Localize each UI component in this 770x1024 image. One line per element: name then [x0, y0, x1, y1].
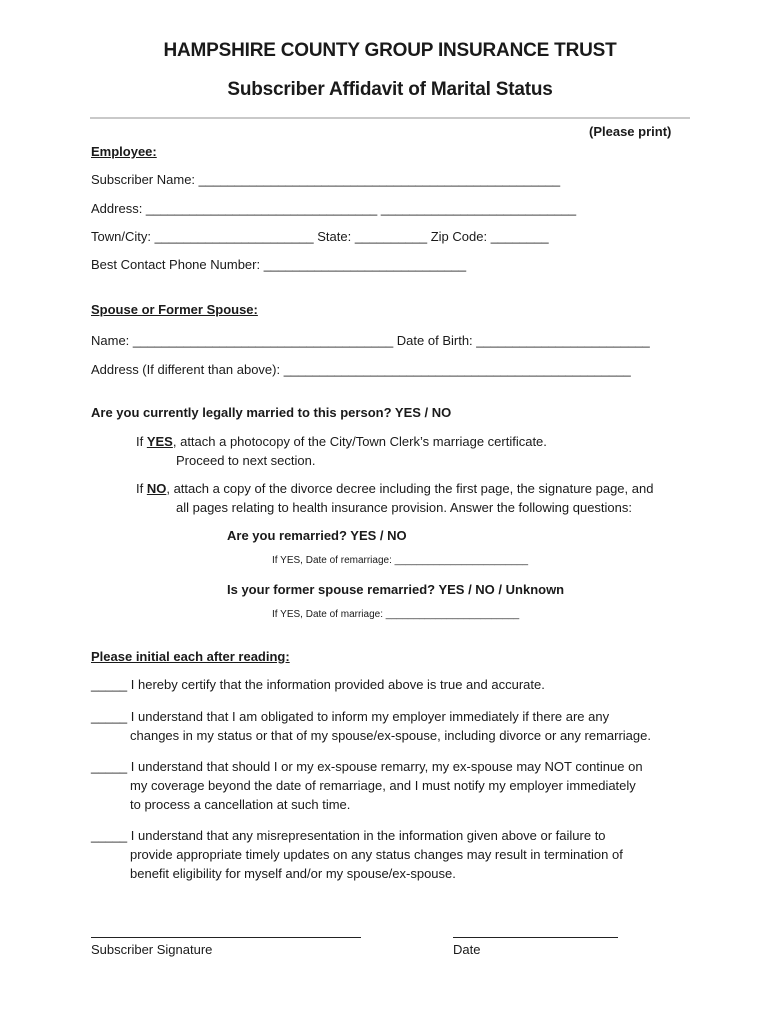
address-field[interactable]: Address: ________________________________ ___________________________ — [91, 201, 577, 216]
initials-heading: Please initial each after reading: — [91, 649, 290, 664]
initial-item-misrepresentation-line-2: provide appropriate timely updates on any status changes may result in termination of — [130, 847, 623, 862]
phone-field[interactable]: Best Contact Phone Number: ____________________________ — [91, 257, 467, 272]
employee-heading: Employee: — [91, 144, 157, 159]
married-question[interactable]: Are you currently legally married to this person? YES / NO — [91, 405, 452, 420]
if-no-rest: , attach a copy of the divorce decree including the first page, the signature page, and — [166, 481, 654, 496]
date-signature-line[interactable] — [453, 937, 618, 938]
spouse-name-dob-field[interactable]: Name: ____________________________________ Date of Birth: ________________________ — [91, 333, 650, 348]
spouse-address-field[interactable]: Address (If different than above): ________________________________________________ — [91, 362, 631, 377]
initial-item-obligation-line-2: changes in my status or that of my spouse/ex-spouse, including divorce or any remarriage. — [130, 728, 651, 743]
if-no-prefix: If — [136, 481, 147, 496]
if-no-word: NO — [146, 481, 167, 496]
date-label: Date — [453, 942, 481, 957]
spouse-heading: Spouse or Former Spouse: — [91, 302, 258, 317]
if-no-line-2: all pages relating to health insurance provision. Answer the following questions: — [176, 500, 632, 515]
initial-item-misrepresentation-line-3: benefit eligibility for myself and/or my spouse/ex-spouse. — [130, 866, 456, 881]
subscriber-signature-line[interactable] — [91, 937, 361, 938]
form-title: Subscriber Affidavit of Marital Status — [227, 79, 553, 100]
marriage-date-field[interactable]: If YES, Date of marriage: ________________________ — [272, 609, 520, 620]
subscriber-name-field[interactable]: Subscriber Name: __________________________________________________ — [91, 172, 561, 187]
initial-item-coverage[interactable]: _____ I understand that should I or my ex-spouse remarry, my ex-spouse may NOT continue on — [91, 759, 643, 774]
remarriage-date-field[interactable]: If YES, Date of remarriage: ________________________ — [272, 555, 529, 566]
former-spouse-remarried-question[interactable]: Is your former spouse remarried? YES / NO / Unknown — [227, 582, 565, 597]
remarried-question[interactable]: Are you remarried? YES / NO — [227, 528, 407, 543]
if-yes-prefix: If — [136, 434, 147, 449]
initial-item-coverage-line-2: my coverage beyond the date of remarriage, and I must notify my employer immediately — [130, 778, 636, 793]
town-state-zip-field[interactable]: Town/City: ______________________ State: __________ Zip Code: ________ — [91, 229, 549, 244]
initial-item-misrepresentation[interactable]: _____ I understand that any misrepresentation in the information given above or failure to — [91, 828, 606, 843]
if-yes-word: YES — [146, 434, 173, 449]
initial-item-certify[interactable]: _____ I hereby certify that the information provided above is true and accurate. — [91, 677, 545, 692]
org-title: HAMPSHIRE COUNTY GROUP INSURANCE TRUST — [163, 40, 617, 61]
initial-item-coverage-line-3: to process a cancellation at such time. — [130, 797, 351, 812]
if-yes-line — [136, 434, 547, 449]
header-divider — [90, 117, 690, 119]
subscriber-signature-label: Subscriber Signature — [91, 942, 213, 957]
if-yes-line-2: Proceed to next section. — [176, 453, 316, 468]
initial-item-obligation[interactable]: _____ I understand that I am obligated to inform my employer immediately if there are any — [91, 709, 610, 724]
if-yes-rest: , attach a photocopy of the City/Town Clerk’s marriage certificate. — [172, 434, 547, 449]
please-print-note: (Please print) — [589, 124, 672, 139]
if-no-line — [136, 481, 653, 496]
